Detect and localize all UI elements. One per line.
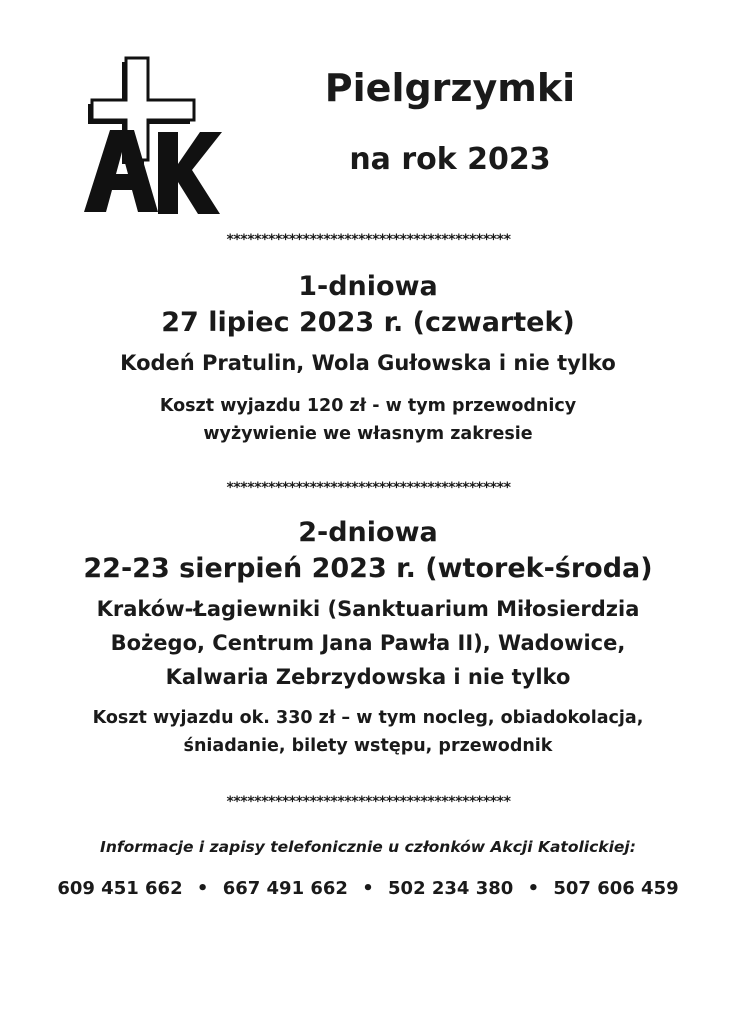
contact-info: Informacje i zapisy telefonicznie u członków Akcji Katolickiej: xyxy=(100,838,636,856)
phone-number: 502 234 380 xyxy=(388,878,514,899)
trip2-places-line2: Bożego, Centrum Jana Pawła II), Wadowice, xyxy=(110,631,626,655)
trip2-cost-line2: śniadanie, bilety wstępu, przewodnik xyxy=(183,736,553,756)
phone-number: 667 491 662 xyxy=(222,878,348,899)
separator-bottom: ***************************************** xyxy=(225,794,511,810)
bullet-separator: • xyxy=(362,878,374,899)
trip2-heading: 2-dniowa xyxy=(298,517,438,548)
separator-middle: ***************************************** xyxy=(225,480,511,496)
bullet-separator: • xyxy=(527,878,540,899)
trip1-places: Kodeń Pratulin, Wola Gułowska i nie tylko xyxy=(120,351,616,375)
trip2-date: 22-23 sierpień 2023 r. (wtorek-środa) xyxy=(83,553,653,584)
trip1-cost-line1: Koszt wyjazdu 120 zł - w tym przewodnicy xyxy=(159,396,577,416)
page-title: Pielgrzymki xyxy=(324,66,576,110)
trip2-places-line3: Kalwaria Zebrzydowska i nie tylko xyxy=(165,665,571,689)
trip1-cost-line2: wyżywienie we własnym zakresie xyxy=(203,424,533,444)
akcja-katolicka-logo xyxy=(80,52,230,222)
trip1-date: 27 lipiec 2023 r. (czwartek) xyxy=(161,307,575,338)
page-subtitle: na rok 2023 xyxy=(349,142,551,177)
phone-number: 507 606 459 xyxy=(553,878,679,899)
trip1-heading: 1-dniowa xyxy=(298,271,438,302)
separator-top: ***************************************** xyxy=(225,232,511,248)
bullet-separator: • xyxy=(196,878,209,899)
phone-number: 609 451 662 xyxy=(57,878,183,899)
trip2-places-line1: Kraków-Łagiewniki (Sanktuarium Miłosierdzia xyxy=(96,597,640,621)
trip-one-day xyxy=(40,270,696,448)
phone-list xyxy=(40,878,696,899)
trip2-cost-line1: Koszt wyjazdu ok. 330 zł – w tym nocleg, obiadokolacja, xyxy=(92,708,644,728)
letter-k-icon xyxy=(158,132,222,214)
trip-two-day xyxy=(40,516,696,760)
